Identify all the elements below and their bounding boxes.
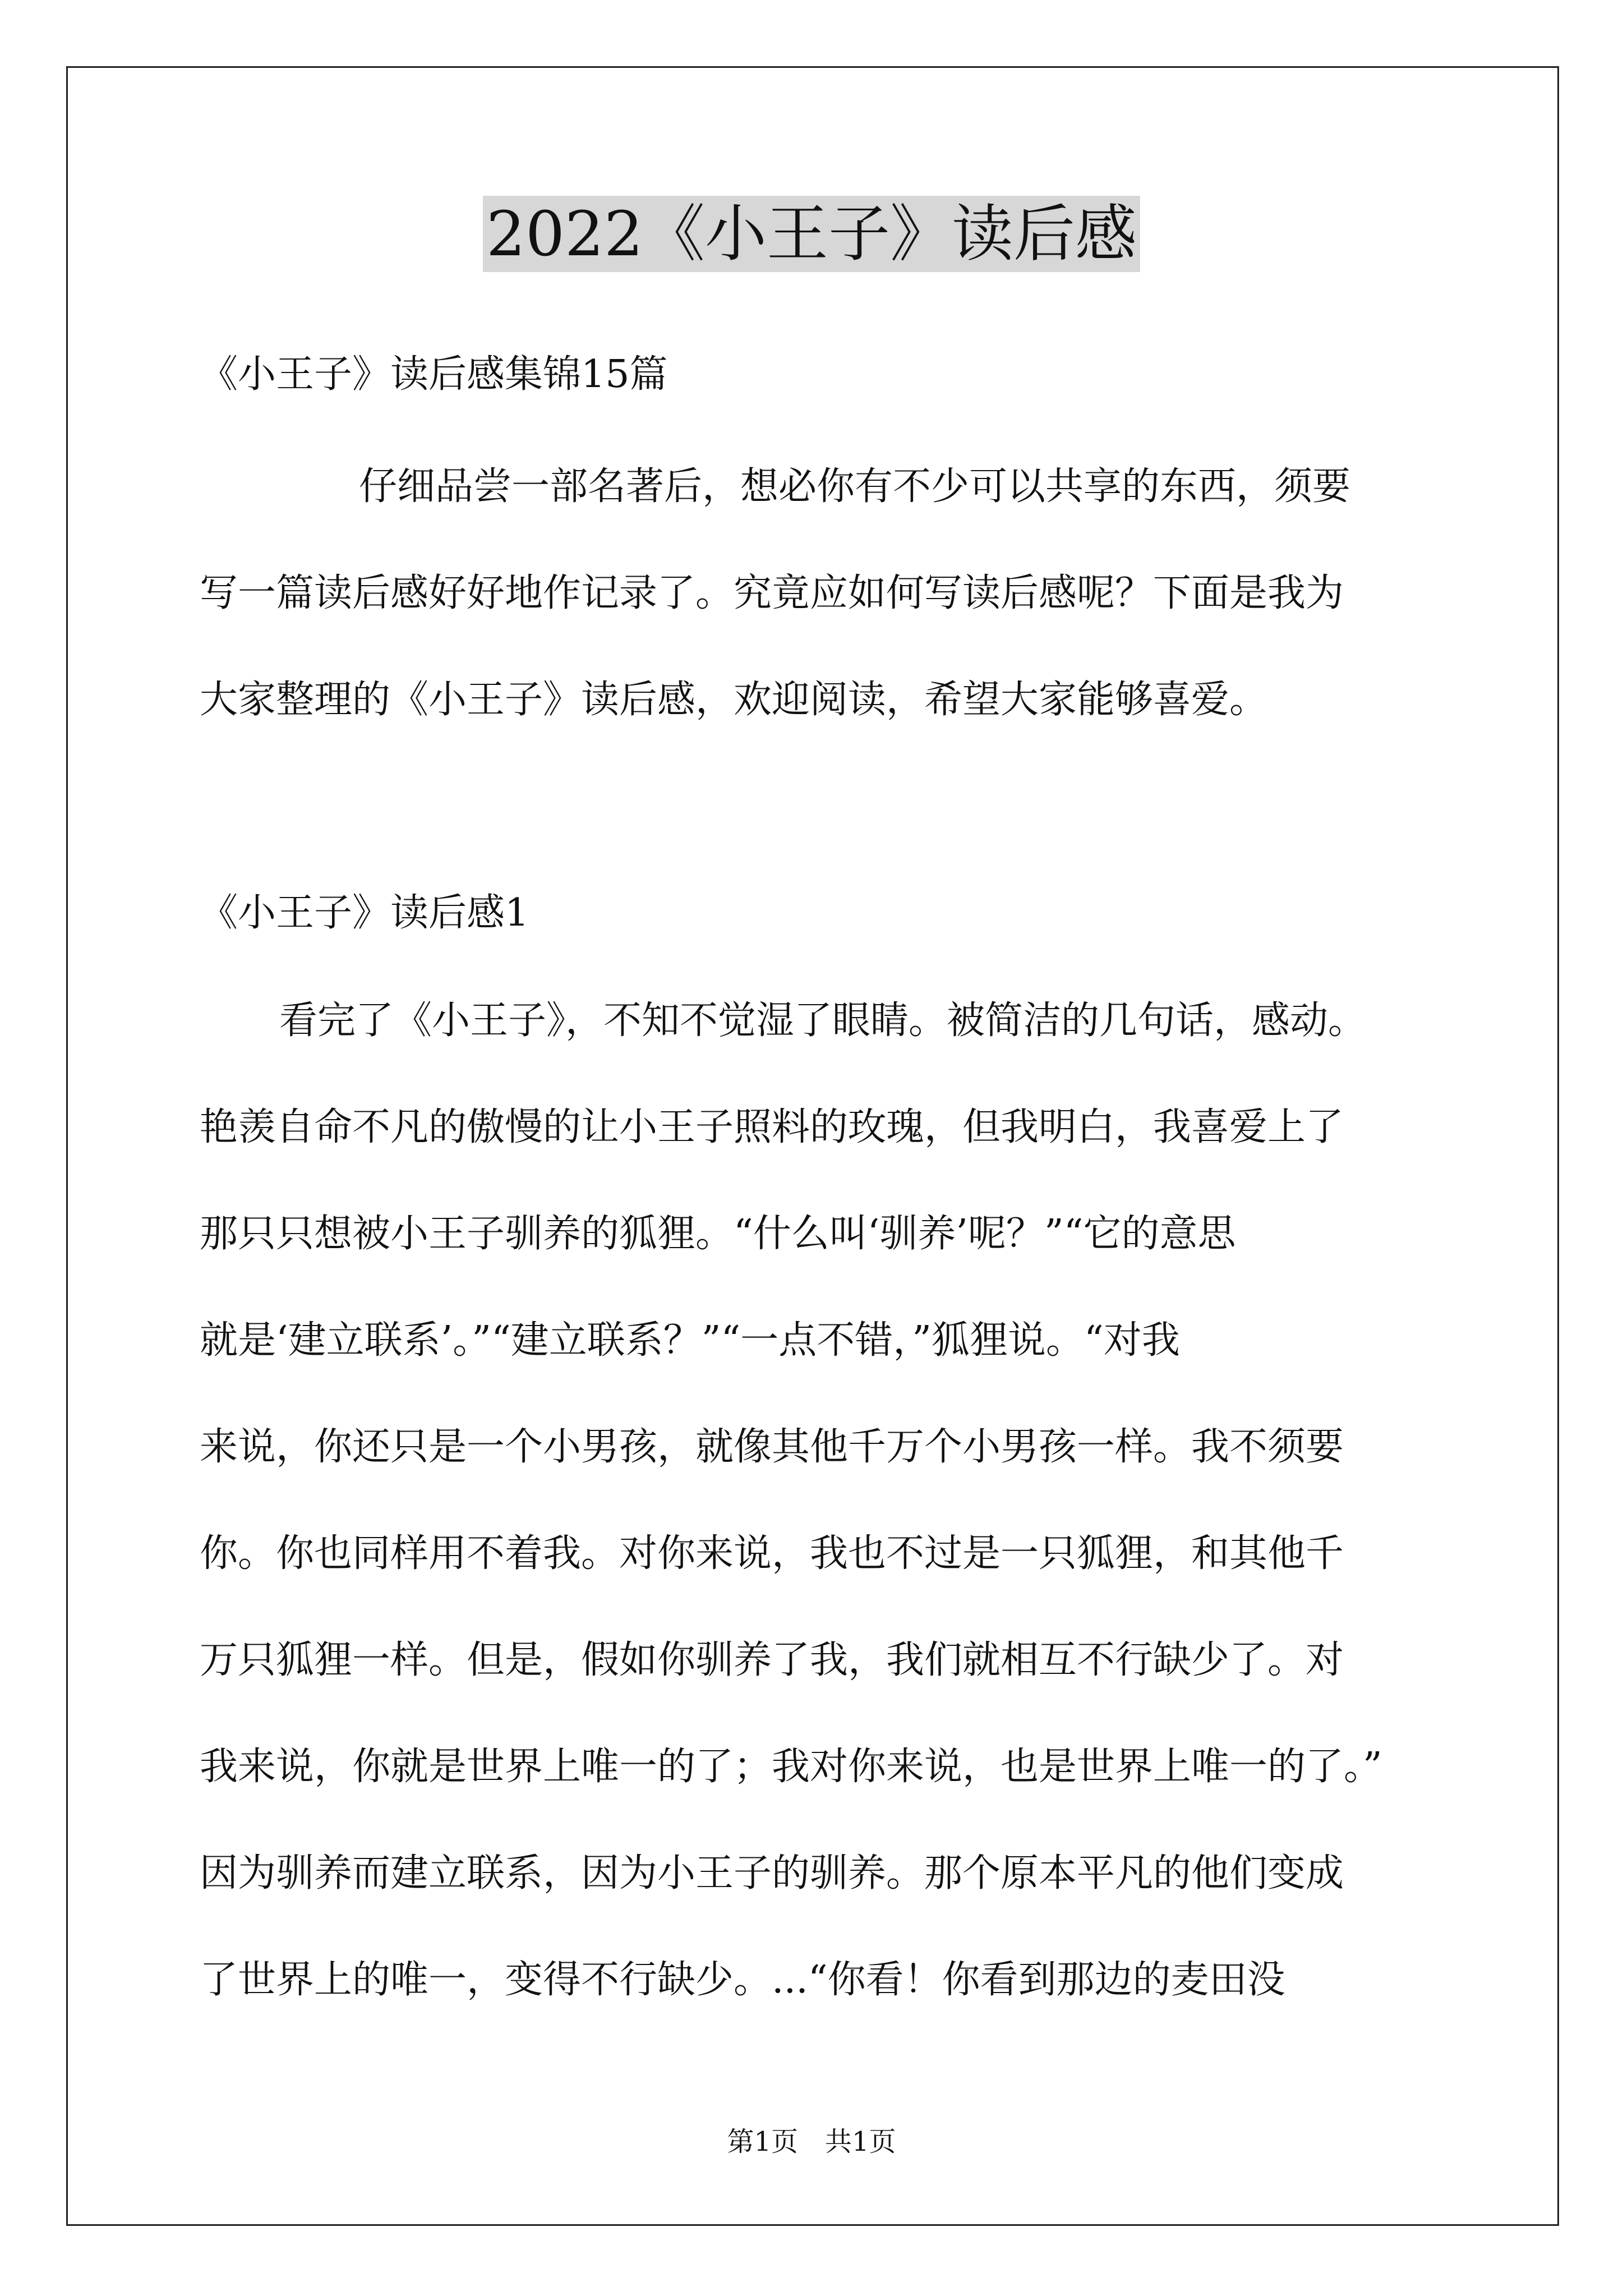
body-line: 万只狐狸一样。但是，假如你驯养了我，我们就相互不行缺少了。对 xyxy=(200,1638,1344,1682)
body-line: 你。你也同样用不着我。对你来说，我也不过是一只狐狸，和其他千 xyxy=(200,1531,1344,1576)
document-title-text: 2022《小王子》读后感 xyxy=(483,196,1140,272)
page-footer: 第1页 共1页 xyxy=(727,2126,896,2157)
body-line: 来说，你还只是一个小男孩，就像其他千万个小男孩一样。我不须要 xyxy=(200,1425,1344,1469)
document-title xyxy=(0,197,1623,270)
body-line: 我来说，你就是世界上唯一的了；我对你来说，也是世界上唯一的了。” xyxy=(200,1745,1382,1789)
document-subtitle: 《小王子》读后感集锦15篇 xyxy=(200,352,668,397)
body-line: 就是‘建立联系’。”“建立联系？”“一点不错，”狐狸说。“对我 xyxy=(200,1318,1180,1363)
body-line: 那只只想被小王子驯养的狐狸。“什么叫‘驯养’呢？”“它的意思 xyxy=(200,1212,1236,1256)
intro-line: 仔细品尝一部名著后，想必你有不少可以共享的东西，须要 xyxy=(359,464,1351,509)
body-line: 了世界上的唯一，变得不行缺少。...“你看！你看到那边的麦田没 xyxy=(200,1958,1285,2002)
body-line: 因为驯养而建立联系，因为小王子的驯养。那个原本平凡的他们变成 xyxy=(200,1851,1344,1895)
section-heading: 《小王子》读后感1 xyxy=(200,891,529,935)
body-line: 艳羡自命不凡的傲慢的让小王子照料的玫瑰，但我明白，我喜爱上了 xyxy=(200,1105,1344,1149)
intro-line: 写一篇读后感好好地作记录了。究竟应如何写读后感呢？下面是我为 xyxy=(200,571,1344,615)
intro-line: 大家整理的《小王子》读后感，欢迎阅读，希望大家能够喜爱。 xyxy=(200,678,1268,722)
body-line: 看完了《小王子》，不知不觉湿了眼睛。被简洁的几句话，感动。 xyxy=(279,999,1367,1043)
